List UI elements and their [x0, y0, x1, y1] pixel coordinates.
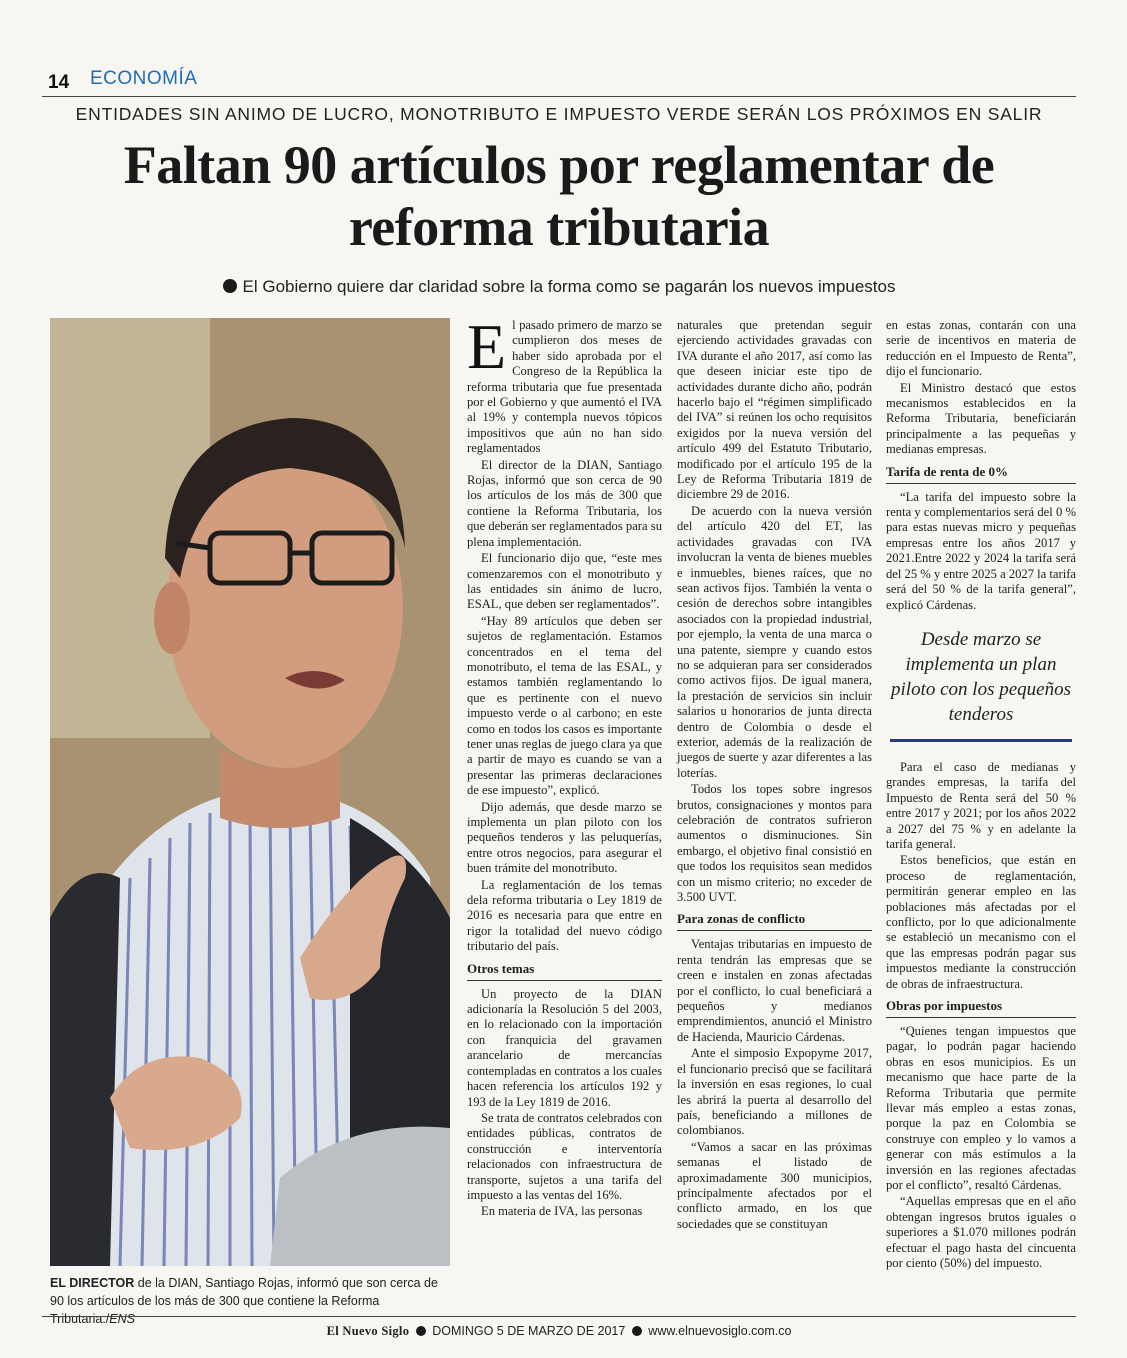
paragraph: Todos los topes sobre ingresos brutos, consignaciones y montos para celebración de contratos sufrieron aumentos o disminuciones. Sin embargo, el objetivo final consistió en que todos los requisitos sean medidos con un mismo criterio; no exceder de 3.500 UVT. [677, 782, 872, 905]
subheading-obras-impuestos: Obras por impuestos [886, 998, 1076, 1018]
caption-lead: EL DIRECTOR [50, 1276, 135, 1290]
paragraph: Ventajas tributarias en impuesto de renta tendrán las empresas que se creen e instalen en zonas afectadas por el conflicto, lo cual beneficiará a pequeños y medianos emprendimientos, anunció el Ministro de Hacienda, Mauricio Cárdenas. [677, 937, 872, 1044]
paragraph: “Aquellas empresas que en el año obtengan ingresos brutos iguales o superiores a $1.070 millones podrán efectuar el pago hasta del cincuenta por ciento (50%) del impuesto. [886, 1194, 1076, 1271]
paragraph: La reglamentación de los temas dela reforma tributaria o Ley 1819 de 2016 es necesaria para que entre en rigor la totalidad del nuevo código tributario del país. [467, 877, 662, 954]
bullet-icon [223, 279, 237, 293]
caption-credit: ENS [109, 1312, 135, 1326]
paragraph: “Quienes tengan impuestos que pagar, lo podrán pagar haciendo obras en esos municipios. Es un mecanismo que hace parte de la Reforma Tributaria que permite llevar más empleo a estas zonas, porque la paz en Colombia se construye con empleo y lo vamos a generar con más estímulos a la inversión en las regiones afectadas por el conflicto”, resaltó Cárdenas. [886, 1024, 1076, 1193]
paragraph: En materia de IVA, las personas [481, 1204, 643, 1219]
paragraph: “Vamos a sacar en las próximas semanas el listado de aproximadamente 300 municipios, principalmente afectados por el conflicto armado, en los que sociedades que se constituyan [677, 1139, 872, 1231]
portrait-illustration [50, 318, 450, 1266]
footer-brand: El Nuevo Siglo [326, 1324, 410, 1338]
paragraph: Un proyecto de la DIAN adicionaría la Resolución 5 del 2003, en lo relacionado con la importación con franquicia del gravamen arancelario de mercancías contempladas en contratos a los cuales hacen referencia los artículos 192 y 193 de la Ley 1819 de 2016. [467, 986, 662, 1109]
paragraph: “Hay 89 artículos que deben ser sujetos de reglamentación. Estamos concentrados en el tema del monotributo, el tema de las ESAL, y estamos también reglamentando lo que es pertinente con el nuevo impuesto verde o al carbono; en este como en todos los casos es importante tener unas reglas de juego clara ya que a partir de mayo es cuando se van a presentar las primeras declaraciones de ese impuesto”, explicó. [467, 613, 662, 798]
bullet-icon [632, 1326, 642, 1336]
paragraph: El funcionario dijo que, “este mes comenzaremos con el monotributo y las entidades sin ánimo de lucro, ESAL, que deben ser reglamentados”. [467, 551, 662, 612]
bullet-icon [416, 1326, 426, 1336]
article-column-2 [677, 318, 872, 1233]
paragraph: Para el caso de medianas y grandes empresas, la tarifa del Impuesto de Renta será del 50 % entre 2017 y 2021; por los años 2022 a 2027 del 75 % y en adelante la tarifa general. [886, 759, 1076, 851]
paragraph: El director de la DIAN, Santiago Rojas, informó que son cerca de 90 los artículos de los más de 300 que contiene la Reforma Tributaria, los que deberán ser reglamentados para su plena implementación. [467, 457, 662, 549]
paragraph: Estos beneficios, que están en proceso de reglamentación, permitirán generar empleo en las poblaciones más afectadas por el conflicto, por lo que adicionalmente se estableció un mecanismo con el que las empresas podrán pagar sus impuestos mediante la construcción de obras de infraestructura. [886, 853, 1076, 991]
paragraph: Dijo además, que desde marzo se implementa un plan piloto con los pequeños tenderos y las peluquerías, entre otros negocios, para asegurar el buen trámite del monotributo. [467, 799, 662, 876]
dropcap: E [467, 311, 507, 382]
page-footer [42, 1316, 1076, 1345]
headline: Faltan 90 artículos por reglamentar de reforma tributaria [123, 135, 995, 257]
pull-quote: Desde marzo se implementa un plan piloto con los pequeños tenderos [890, 627, 1072, 742]
paragraph: Ante el simposio Expopyme 2017, el funcionario precisó que se facilitará la inversión en esas regiones, lo cual les abrirá la puerta al desarrollo del país, beneficiando a millones de colombianos. [677, 1046, 872, 1138]
subheading-tarifa-renta: Tarifa de renta de 0% [886, 464, 1076, 484]
article-column-1 [467, 311, 662, 1221]
article-photo [50, 318, 450, 1266]
paragraph: naturales que pretendan seguir ejerciendo actividades gravadas con IVA durante el año 2017, así como las que deseen iniciar este tipo de actividades durante dicho año, podrán hacerlo bajo el “régimen simplificado del IVA” si reúnen los ocho requisitos exigidos por la nueva versión del artículo 499 del Estatuto Tributario, modificado por el artículo 195 de la Ley de Reforma Tributaria 1819 de diciembre 29 de 2016. [677, 318, 872, 502]
section-name: ECONOMÍA [90, 68, 198, 89]
paragraph: en estas zonas, contarán con una serie de incentivos en materia de reducción en el Impuesto de Renta”, dijo el funcionario. [886, 318, 1076, 379]
article-column-3 [886, 318, 1076, 1273]
paragraph: El Ministro destacó que estos mecanismos establecidos en la Reforma Tributaria, beneficiarán principalmente a las pequeñas y medianas empresas. [886, 380, 1076, 457]
kicker: ENTIDADES SIN ANIMO DE LUCRO, MONOTRIBUTO E IMPUESTO VERDE SERÁN LOS PRÓXIMOS EN SALIR [75, 104, 1043, 124]
page-number: 14 [48, 72, 70, 93]
paragraph: Se trata de contratos celebrados con entidades públicas, contratos de construcción e interventoría relacionados con infraestructura de transporte, sujetos a una tarifa del impuesto a las ventas del 16%. [467, 1110, 662, 1202]
footer-date: DOMINGO 5 DE MARZO DE 2017 [432, 1324, 626, 1338]
paragraph: “La tarifa del impuesto sobre la renta y complementarios será del 0 % para estas nuevas micro y pequeñas empresas entre los años 2017 y 2021.Entre 2022 y 2024 la tarifa será del 25 % y entre 2025 a 2027 la tarifa será del 50 % de la tarifa general”, explicó Cárdenas. [886, 489, 1076, 612]
page-header [42, 66, 1076, 97]
caption-text: de la DIAN, Santiago Rojas, informó que son cerca de 90 los artículos de los más de 300 que contiene la Reforma Tributaria./ [50, 1276, 438, 1326]
footer-url: www.elnuevosiglo.com.co [648, 1324, 792, 1338]
subheading-otros-temas: Otros temas [467, 961, 662, 981]
subhead-text: El Gobierno quiere dar claridad sobre la forma como se pagarán los nuevos impuestos [242, 277, 896, 296]
subhead [42, 277, 1076, 297]
paragraph: De acuerdo con la nueva versión del artículo 420 del ET, las actividades gravadas con IVA involucran la venta de bienes muebles e inmuebles, bienes raíces, que no sean activos fijos. También la venta o cesión de derechos sobre intangibles asociados con la propiedad industrial, por ejemplo, la venta de una marca o una patente, siempre y cuando estos no se adquieran para ser considerados como activos fijos. De igual manera, la prestación de servicios sin incluir salarios u honorarios de junta directa dentro de Colombia o desde el exterior, además de la realización de juegos de suerte y azar diferentes a las loterías. [677, 503, 872, 780]
subheading-zonas-conflicto: Para zonas de conflicto [677, 911, 872, 931]
paragraph: El pasado primero de marzo se cumplieron dos meses de haber sido aprobada por el Congreso de la República la reforma tributaria que fue presentada por el Gobierno y que aumentó el IVA al 19% y contempla nuevos tópicos impositivos que aún no han sido reglamentados [467, 311, 662, 456]
